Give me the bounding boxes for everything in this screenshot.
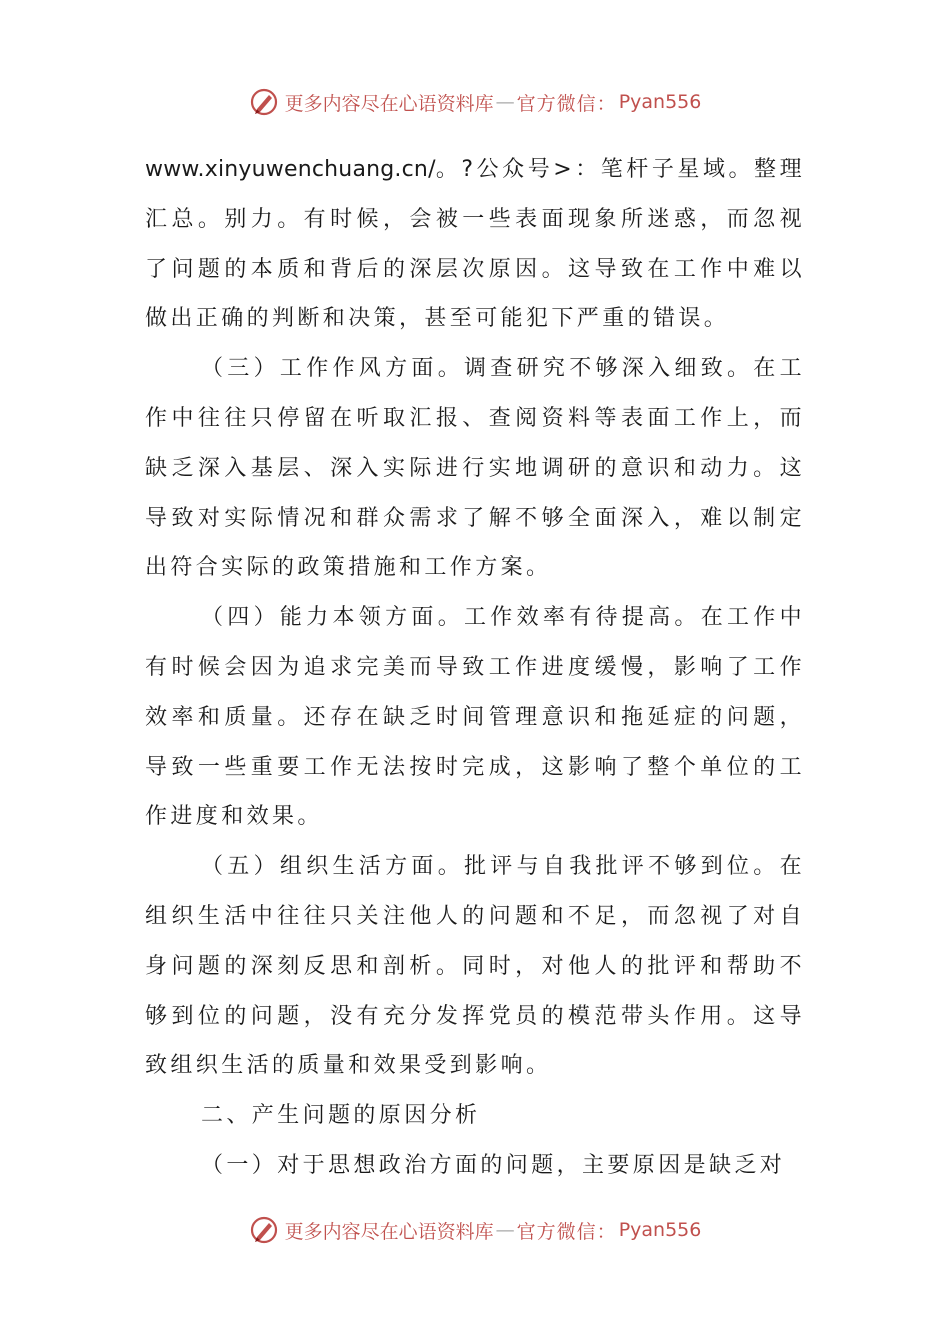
document-body xyxy=(145,145,805,1191)
paragraph-organization-life: （五）组织生活方面。批评与自我批评不够到位。在组织生活中往往只关注他人的问题和不足，而忽视了对自身问题的深刻反思和剖析。同时，对他人的批评和帮助不够到位的问题，没有充分发挥党员的模范带头作用。这导致组织生活的质量和效果受到影响。 xyxy=(145,854,805,1079)
watermark-wechat-label: 官方微信： xyxy=(516,92,617,115)
watermark-wechat-id: Pyan556 xyxy=(618,91,702,113)
watermark-wechat-label: 官方微信： xyxy=(516,1220,617,1243)
paragraph-1 xyxy=(145,145,805,344)
paragraph-work-style: （三）工作作风方面。调查研究不够深入细致。在工作中往往只停留在听取汇报、查阅资料等表面工作上，而缺乏深入基层、深入实际进行实地调研的意识和动力。这导致对实际情况和群众需求了解不够全面深入，难以制定出符合实际的政策措施和工作方案。 xyxy=(145,356,805,581)
pen-logo-icon xyxy=(249,1215,279,1245)
watermark-dash: — xyxy=(495,91,515,113)
watermark-wechat-id: Pyan556 xyxy=(618,1219,702,1241)
website-link: www.xinyuwenchuang.cn/ xyxy=(145,157,436,182)
section-heading: 二、产生问题的原因分析 xyxy=(201,1103,481,1129)
pen-logo-icon xyxy=(249,87,279,117)
paragraph-ability: （四）能力本领方面。工作效率有待提高。在工作中有时候会因为追求完美而导致工作进度缓慢，影响了工作效率和质量。还存在缺乏时间管理意识和拖延症的问题，导致一些重要工作无法按时完成，这影响了整个单位的工作进度和效果。 xyxy=(145,605,805,830)
watermark-site: 更多内容尽在心语资料库 xyxy=(284,1220,494,1243)
watermark-footer xyxy=(0,1210,950,1250)
paragraph-1-text: 。?公众号>：笔杆子星域。整理汇总。别力。有时候，会被一些表面现象所迷惑，而忽视了问题的本质和背后的深层次原因。这导致在工作中难以做出正确的判断和决策，甚至可能犯下严重的错误。 xyxy=(145,157,805,332)
watermark-dash: — xyxy=(495,1219,515,1241)
watermark-site: 更多内容尽在心语资料库 xyxy=(284,92,494,115)
watermark-header xyxy=(0,82,950,122)
paragraph-cause-1: （一）对于思想政治方面的问题，主要原因是缺乏对 xyxy=(201,1152,786,1178)
